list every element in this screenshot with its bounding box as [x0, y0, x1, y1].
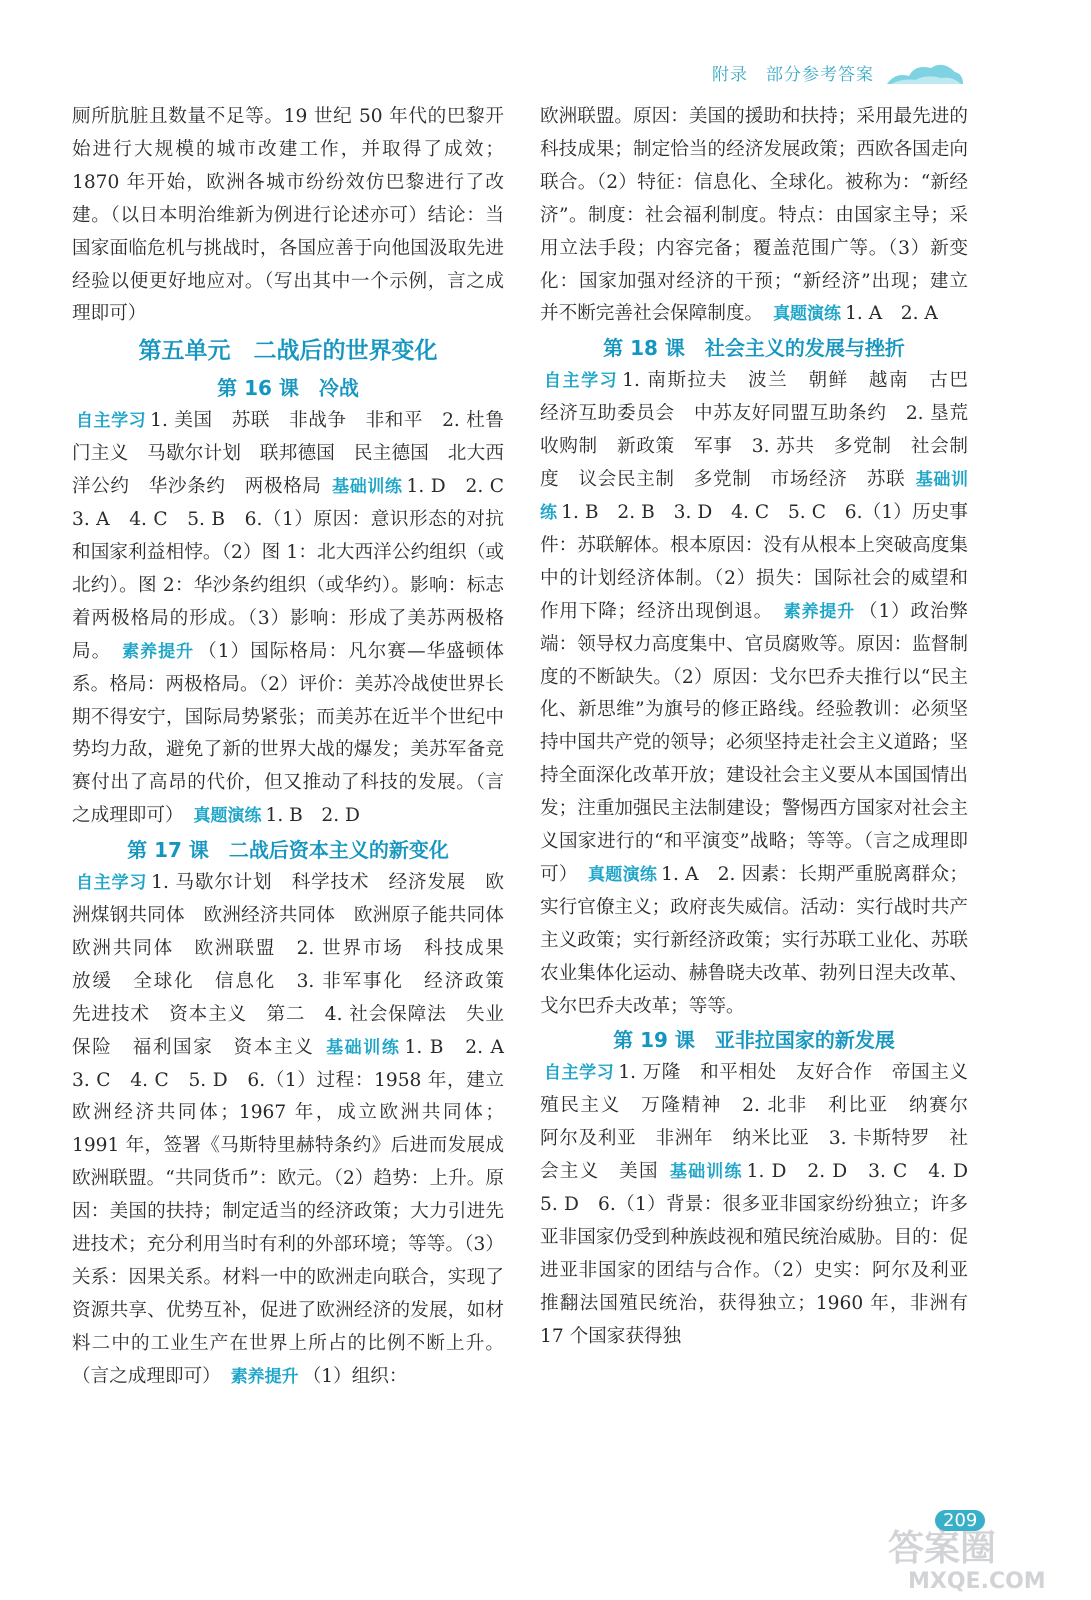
- section-tag: 真题演练: [587, 864, 658, 885]
- section-tag: 自主学习: [544, 1063, 615, 1084]
- watermark-url: MXQE.COM: [908, 1569, 1046, 1593]
- lesson-18-answers: 自主学习 1. 南斯拉夫 波兰 朝鲜 越南 古巴 经济互助委员会 中苏友好同盟互助条约 2. 垦荒 收购制 新政策 军事 3. 苏共 多党制 社会制度 议会民主制 多党制 市场经济 苏联 基础训练 1. B 2. B 3. D 4. C 5. C 6.（1）历史事件：苏联解体。根本原因：没有从根本上突破高度集中的计划经济体制。（2）损失：国际社会的威望和作用下降；经济出现倒退。 素养提升 （1）政治弊端：领导权力高度集中、官员腐败等。原因：监督制度的不断缺失。（2）原因：戈尔巴乔夫推行以“民主化、新思维”为旗号的修正路线。经验教训：必须坚持中国共产党的领导；必须坚持走社会主义道路；坚持全面深化改革开放；建设社会主义要从本国国情出发；注重加强民主法制建设；警惕西方国家对社会主义国家进行的“和平演变”战略；等等。（言之成理即可） 真题演练 1. A 2. 因素：长期严重脱离群众；实行官僚主义；政府丧失威信。活动：实行战时共产主义政策；实行新经济政策；实行苏联工业化、苏联农业集体化运动、赫鲁晓夫改革、勃列日涅夫改革、戈尔巴乔夫改革；等等。: [540, 370, 987, 1017]
- section-tag: 基础训练: [326, 1037, 401, 1058]
- lesson-16-answers: 自主学习 1. 美国 苏联 非战争 非和平 2. 杜鲁门主义 马歇尔计划 联邦德国 民主德国 北大西洋公约 华沙条约 两极格局 基础训练 1. D 2. C 3. A 4. C 5. B 6.（1）原因：意识形态的对抗和国家利益相悖。（2）图 1：北大西洋公约组织（或北约）。图 2：华沙条约组织（或华约）。影响：标志着两极格局的形成。（3）影响：形成了美苏两极格局。 素养提升 （1）国际格局：凡尔赛—华盛顿体系。格局：两极格局。（2）评价：美苏冷战使世界长期不得安宁，国际局势紧张；而美苏在近半个世纪中势均力敌，避免了新的世界大战的爆发；美苏军备竞赛付出了高昂的代价，但又推动了科技的发展。（言之成理即可） 真题演练 1. B 2. D: [72, 410, 523, 827]
- lesson-16-title: 第 16 课 冷战: [217, 376, 359, 401]
- section-tag: 自主学习: [76, 873, 148, 894]
- section-tag: 基础训练: [540, 470, 968, 523]
- unit-title: 第五单元 二战后的世界变化: [138, 338, 438, 365]
- lesson-18-title: 第 18 课 社会主义的发展与挫折: [603, 336, 905, 361]
- page-header: [700, 58, 965, 88]
- right-column: [540, 101, 987, 1354]
- section-tag: 素养提升: [122, 641, 195, 662]
- lesson-17-title: 第 17 课 二战后资本主义的新变化: [127, 838, 449, 863]
- paragraph: 欧洲联盟。原因：美国的援助和扶持；采用最先进的科技成果；制定恰当的经济发展政策；西欧各国走向联合。（2）特征：信息化、全球化。被称为：“新经济”。制度：社会福利制度。特点：由国家主导；采用立法手段；内容完备；覆盖范围广等。（3）新变化：国家加强对经济的干预；“新经济”出现；建立并不断完善社会保障制度。 真题演练 1. A 2. A: [540, 106, 968, 325]
- watermark-text: 答案圈: [888, 1528, 997, 1569]
- header-text: 附录 部分参考答案: [712, 65, 874, 85]
- page-number: 209: [935, 1510, 985, 1531]
- lesson-19-answers: 自主学习 1. 万隆 和平相处 友好合作 帝国主义 殖民主义 万隆精神 2. 北非 利比亚 纳赛尔 阿尔及利亚 非洲年 纳米比亚 3. 卡斯特罗 社会主义 美国 基础训练 1. D 2. D 3. C 4. D 5. D 6.（1）背景：很多亚非国家纷纷独立；许多亚非国家仍受到种族歧视和殖民统治威胁。目的：促进亚非国家的团结与合作。（2）史实：阿尔及利亚推翻法国殖民统治，获得独立；1960 年，非洲有 17 个国家获得独: [540, 1062, 987, 1347]
- section-tag: 素养提升: [783, 601, 856, 622]
- section-tag: 基础训练: [332, 477, 403, 498]
- lesson-17-answers: 自主学习 1. 马歇尔计划 科学技术 经济发展 欧洲煤钢共同体 欧洲经济共同体 欧洲原子能共同体 欧洲共同体 欧洲联盟 2. 世界市场 科技成果 放缓 全球化 信息化 3. 非军事化 经济政策 先进技术 资本主义 第二 4. 社会保障法 失业保险 福利国家 资本主义 基础训练 1. B 2. A 3. C 4. C 5. D 6.（1）过程：1958 年，建立欧洲经济共同体；1967 年，成立欧洲共同体；1991 年，签署《马斯特里赫特条约》后进而发展成欧洲联盟。“共同货币”：欧元。（2）趋势：上升。原因：美国的扶持；制定适当的经济政策；大力引进先进技术；充分利用当时有利的外部环境；等等。（3）关系：因果关系。材料一中的欧洲走向联合，实现了资源共享、优势互补，促进了欧洲经济的发展，如材料二中的工业生产在世界上所占的比例不断上升。（言之成理即可） 素养提升 （1）组织：: [72, 872, 523, 1387]
- cloud-decoration-icon: [885, 58, 965, 86]
- watermark-logo-icon: [878, 1518, 1078, 1593]
- left-column: [72, 101, 523, 1394]
- section-tag: 真题演练: [773, 304, 842, 325]
- section-tag: 素养提升: [230, 1366, 299, 1387]
- section-tag: 真题演练: [193, 806, 262, 827]
- section-tag: 基础训练: [669, 1162, 743, 1183]
- paragraph: 厕所肮脏且数量不足等。19 世纪 50 年代的巴黎开始进行大规模的城市改建工作，并取得了成效；1870 年开始，欧洲各城市纷纷效仿巴黎进行了改建。（以日本明治维新为例进行论述亦可）结论：当国家面临危机与挑战时，各国应善于向他国汲取先进经验以便更好地应对。（写出其中一个示例，言之成理即可）: [72, 106, 504, 325]
- section-tag: 自主学习: [76, 411, 147, 432]
- section-tag: 自主学习: [544, 371, 619, 392]
- lesson-19-title: 第 19 课 亚非拉国家的新发展: [613, 1028, 895, 1053]
